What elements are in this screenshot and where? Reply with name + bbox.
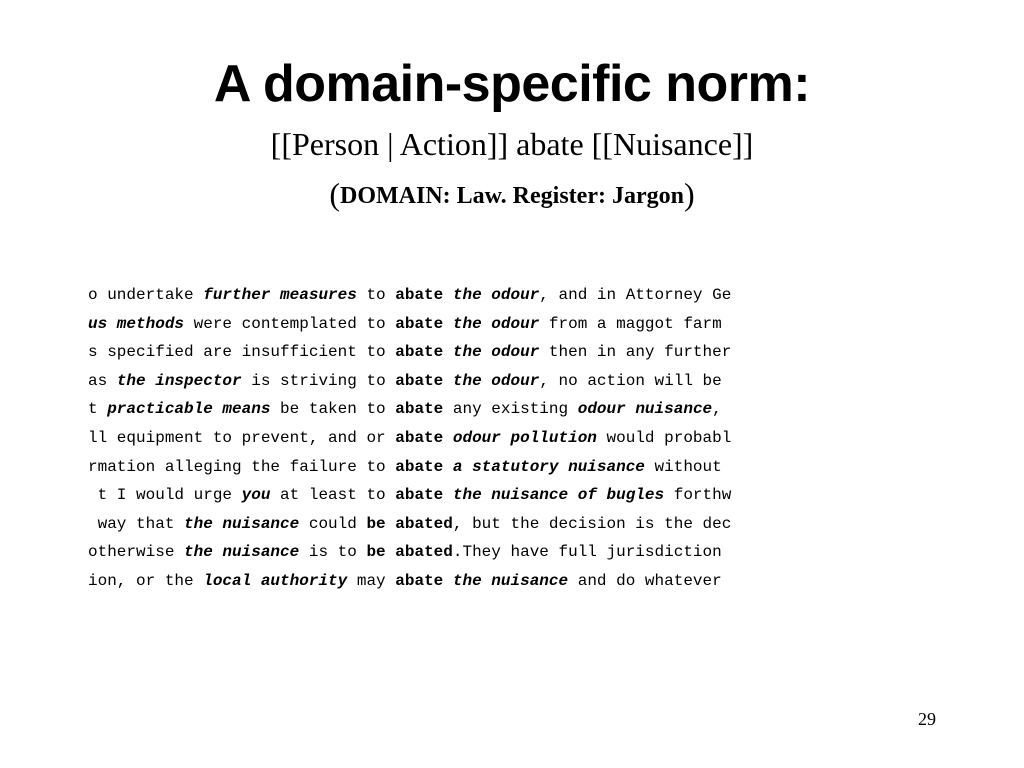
context-text: ll equipment to prevent, and or — [88, 428, 396, 447]
collocate-phrase: the inspector — [116, 371, 242, 390]
concordance-line — [88, 367, 928, 396]
concordance-line — [88, 567, 928, 596]
context-text — [443, 429, 453, 447]
context-text: be taken to — [270, 400, 396, 419]
context-text: , and in Attorney Ge — [539, 286, 732, 304]
context-text: , — [712, 400, 722, 419]
context-text — [443, 572, 453, 590]
collocate-phrase: the nuisance of bugles — [452, 486, 665, 505]
node-word: abate — [395, 486, 444, 505]
collocate-phrase: odour pollution — [452, 428, 597, 447]
context-text: were contemplated to — [184, 314, 396, 333]
collocate-phrase: the nuisance — [184, 543, 300, 562]
context-text — [443, 400, 453, 418]
context-text: from a maggot farm — [539, 314, 722, 333]
context-text — [443, 315, 453, 333]
context-text: , but the decision is the dec — [452, 514, 732, 533]
concordance-line — [88, 481, 928, 510]
context-text: t — [88, 400, 108, 419]
node-word: abate — [395, 371, 444, 390]
node-word: abate — [395, 314, 444, 333]
concordance-line — [88, 395, 928, 424]
context-text: otherwise — [88, 543, 185, 562]
collocate-phrase: the odour — [452, 286, 540, 304]
concordance-line — [88, 310, 928, 339]
collocate-phrase: the odour — [452, 343, 540, 362]
collocate-phrase: odour nuisance — [577, 400, 713, 419]
context-text: without — [644, 457, 722, 476]
concordance-line — [88, 338, 928, 367]
context-text: could — [299, 514, 367, 533]
node-word: be abated — [366, 514, 453, 533]
context-text: any existing — [452, 400, 578, 419]
context-text — [443, 372, 453, 390]
collocate-phrase: the nuisance — [184, 514, 300, 533]
node-word: abate — [395, 400, 444, 419]
close-paren: ) — [683, 176, 695, 212]
context-text: as — [88, 371, 117, 390]
page-number: 29 — [918, 709, 936, 729]
context-text: at least to — [270, 486, 396, 505]
context-text: forthw — [664, 486, 732, 505]
context-text: may — [347, 571, 396, 590]
collocate-phrase: a statutory nuisance — [452, 457, 645, 476]
concordance-line — [88, 281, 928, 310]
node-word: abate — [395, 571, 444, 590]
context-text: then in any further — [539, 343, 732, 362]
node-word: abate — [395, 457, 444, 476]
context-text — [443, 343, 453, 361]
context-text: rmation alleging the failure to — [88, 457, 396, 476]
context-text: is to — [299, 543, 367, 562]
context-text: .They have full jurisdiction — [452, 543, 722, 562]
context-text: would probabl — [596, 428, 732, 447]
node-word: abate — [395, 286, 444, 304]
node-word: abate — [395, 343, 444, 362]
concordance-line — [88, 424, 928, 453]
concordance-lines — [88, 281, 928, 596]
context-text — [443, 486, 453, 504]
context-text: , no action will be — [539, 371, 722, 390]
pattern-subtitle: [[Person | Action]] abate [[Nuisance]] — [270, 126, 754, 162]
collocate-phrase: the nuisance — [452, 571, 569, 590]
collocate-phrase: us methods — [88, 314, 185, 333]
context-text: to — [356, 286, 396, 304]
context-text: t I would urge — [88, 486, 242, 505]
open-paren: ( — [329, 176, 341, 212]
node-word: be abated — [366, 543, 453, 562]
context-text: ion, or the — [88, 571, 204, 590]
domain-register-text: DOMAIN: Law. Register: Jargon — [340, 183, 684, 209]
collocate-phrase: you — [241, 486, 271, 505]
context-text: s specified are insufficient to — [88, 343, 396, 362]
concordance-line — [88, 538, 928, 567]
context-text: way that — [88, 514, 185, 533]
context-text — [443, 286, 453, 304]
slide-title: A domain-specific norm: — [213, 55, 811, 113]
collocate-phrase: practicable means — [107, 400, 271, 419]
concordance-line — [88, 453, 928, 482]
context-text: and do whatever — [568, 571, 722, 590]
domain-register-line — [0, 174, 1024, 216]
collocate-phrase: local authority — [203, 571, 348, 590]
context-text — [443, 458, 453, 476]
context-text: o undertake — [88, 286, 204, 304]
collocate-phrase: further measures — [203, 286, 357, 304]
collocate-phrase: the odour — [452, 371, 540, 390]
collocate-phrase: the odour — [452, 314, 540, 333]
context-text: is striving to — [241, 371, 396, 390]
concordance-line — [88, 510, 928, 539]
node-word: abate — [395, 428, 444, 447]
